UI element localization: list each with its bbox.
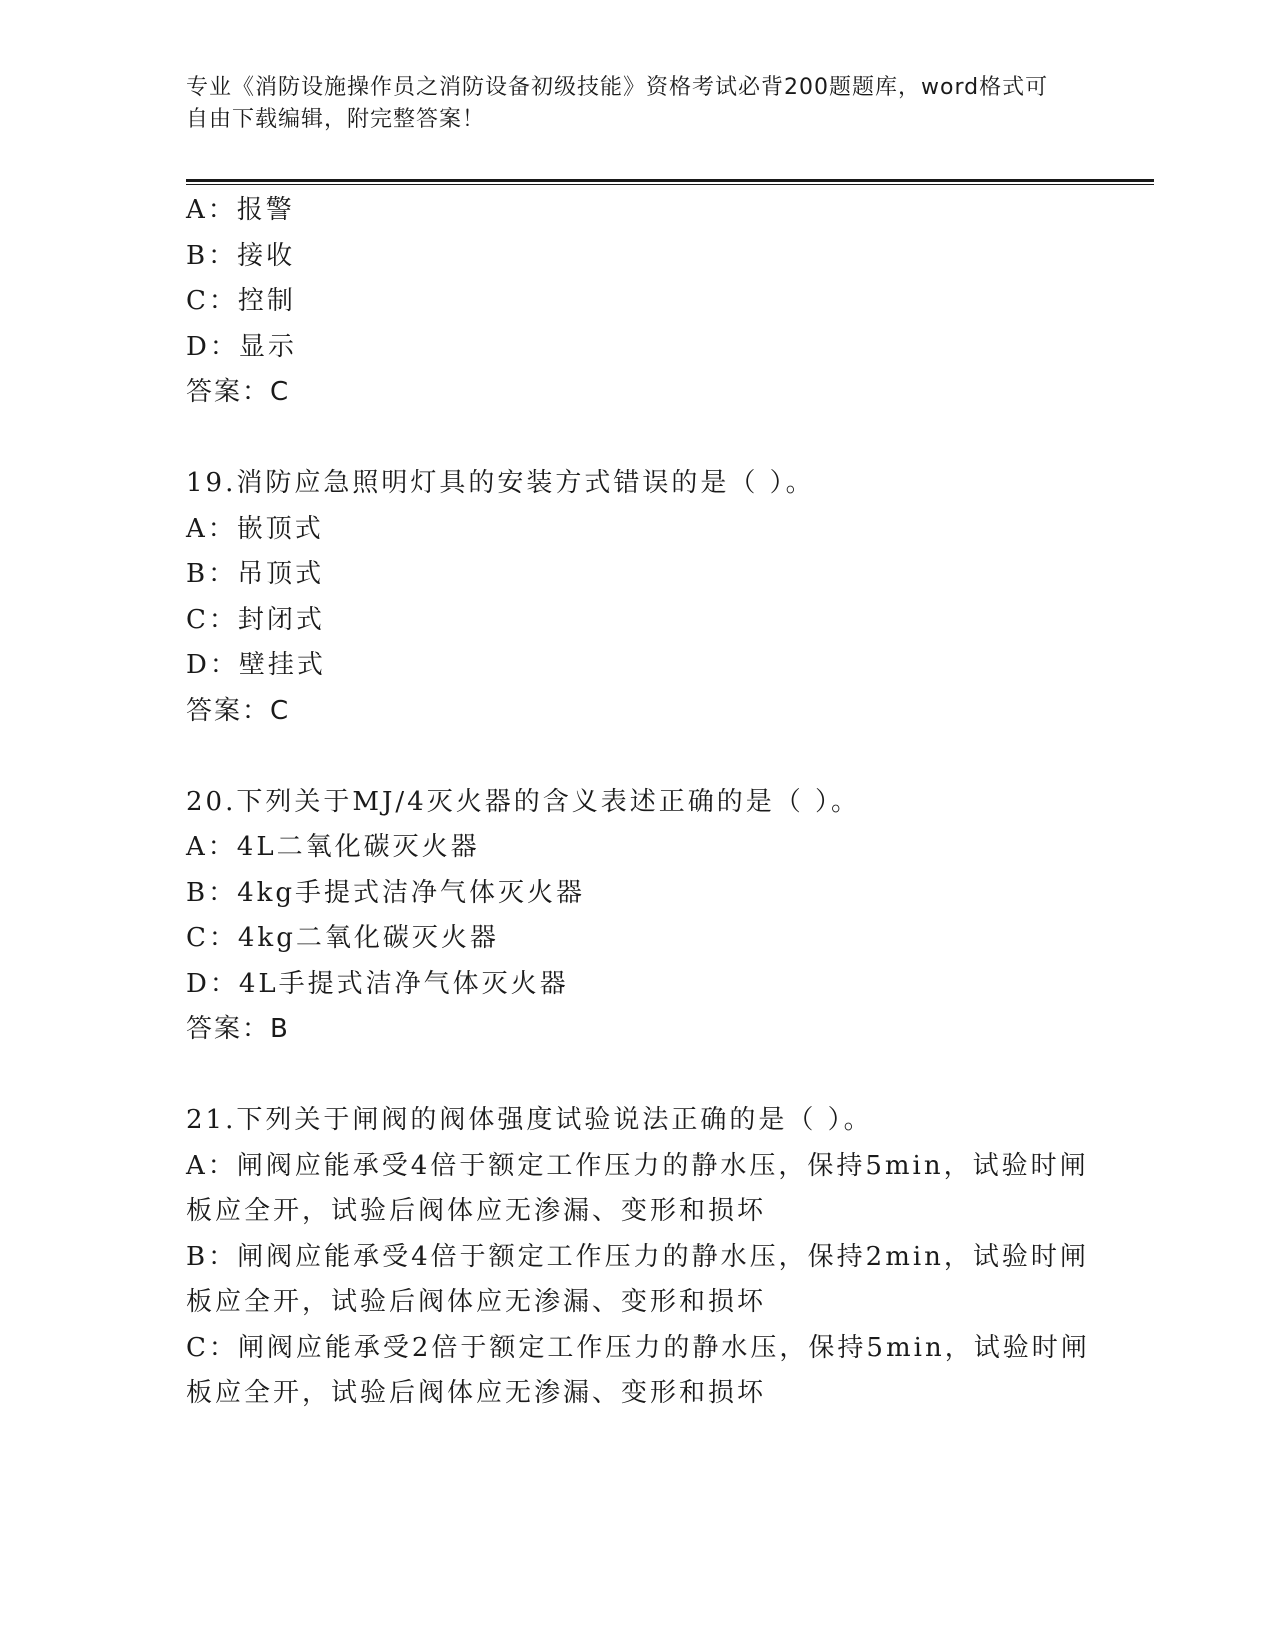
option-b: B：吊顶式 bbox=[186, 559, 325, 589]
answer-line: 答案：C bbox=[186, 695, 291, 726]
option-c: C：4kg二氧化碳灭火器 bbox=[186, 923, 499, 953]
spacer bbox=[186, 416, 1086, 462]
option-a: A：报警 bbox=[186, 195, 295, 225]
option-b-line1: B：闸阀应能承受4倍于额定工作压力的静水压，保持2min，试验时闸 bbox=[186, 1241, 1089, 1272]
option-d: D：4L手提式洁净气体灭火器 bbox=[186, 968, 569, 999]
option-c: C：封闭式 bbox=[186, 604, 325, 635]
answer-line: 答案：C bbox=[186, 377, 291, 407]
question-block-19 bbox=[186, 461, 1086, 734]
question-block-21 bbox=[186, 1098, 1090, 1417]
question-block-20 bbox=[186, 780, 1086, 1053]
document-body bbox=[186, 188, 1090, 1417]
header-divider-thick bbox=[186, 179, 1154, 182]
document-title: 专业《消防设施操作员之消防设备初级技能》资格考试必背200题题库，word格式可自由下载编辑，附完整答案！ bbox=[186, 75, 1049, 132]
option-b: B：4kg手提式洁净气体灭火器 bbox=[186, 877, 586, 908]
question-stem: 20.下列关于MJ/4灭火器的含义表述正确的是（ ）。 bbox=[186, 786, 860, 817]
option-a-line1: A：闸阀应能承受4倍于额定工作压力的静水压，保持5min，试验时闸 bbox=[186, 1150, 1089, 1181]
option-d: D：壁挂式 bbox=[186, 650, 326, 680]
question-block-prev bbox=[186, 188, 1086, 416]
option-a: A：嵌顶式 bbox=[186, 513, 324, 544]
spacer bbox=[186, 734, 1086, 780]
option-a-line2: 板应全开，试验后阀体应无渗漏、变形和损坏 bbox=[186, 1196, 767, 1226]
question-stem: 19.消防应急照明灯具的安装方式错误的是（ ）。 bbox=[186, 468, 815, 498]
answer-line: 答案：B bbox=[186, 1014, 290, 1044]
option-b-line2: 板应全开，试验后阀体应无渗漏、变形和损坏 bbox=[186, 1287, 767, 1317]
option-c-line2: 板应全开，试验后阀体应无渗漏、变形和损坏 bbox=[186, 1378, 767, 1408]
option-c-line1: C：闸阀应能承受2倍于额定工作压力的静水压，保持5min，试验时闸 bbox=[186, 1332, 1090, 1363]
spacer bbox=[186, 1053, 1086, 1099]
option-b: B：接收 bbox=[186, 240, 296, 271]
option-d: D：显示 bbox=[186, 331, 297, 362]
document-header bbox=[186, 72, 1066, 136]
option-c: C：控制 bbox=[186, 286, 296, 316]
question-stem: 21.下列关于闸阀的阀体强度试验说法正确的是（ ）。 bbox=[186, 1105, 873, 1135]
option-a: A：4L二氧化碳灭火器 bbox=[186, 832, 480, 862]
header-divider-thin bbox=[186, 184, 1154, 185]
